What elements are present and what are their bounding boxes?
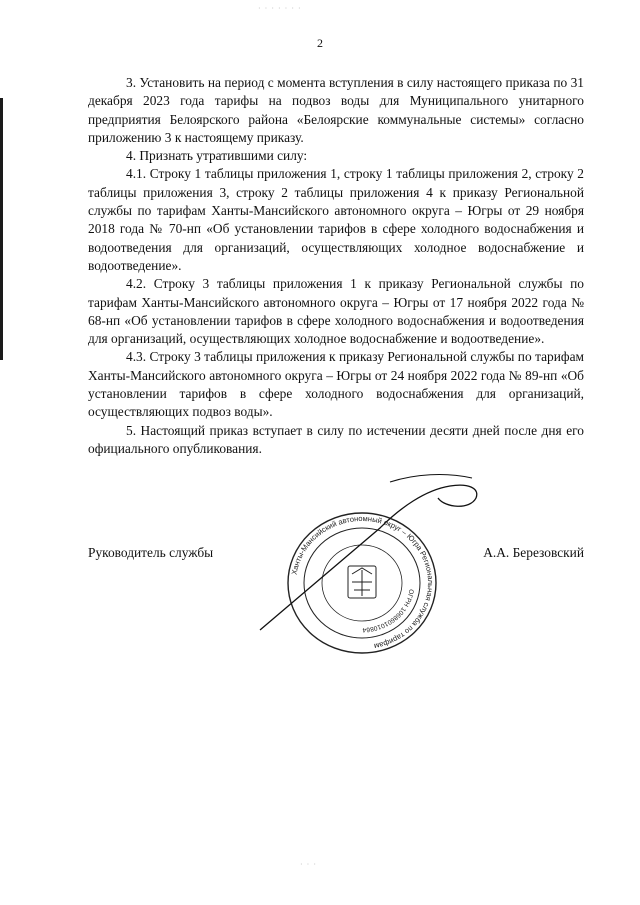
paragraph-4-3: 4.3. Строку 3 таблицы приложения к приказу Региональной службы по тарифам Ханты-Мансийского автономного округа – Югры от 24 ноября 2022 года № 89-нп «Об установлении тарифов в сфере холодного водоснабжения для организаций, осуществляющих подвоз воды».: [88, 349, 584, 420]
paragraph-3: 3. Установить на период с момента вступления в силу настоящего приказа по 31 декабря 2023 года тарифы на подвоз воды для Муниципального унитарного предприятия Белоярского района «Белоярские коммунальные системы» согласно приложению 3 к настоящему приказу.: [88, 75, 584, 145]
paragraph-4: 4. Признать утратившими силу:: [126, 148, 308, 164]
scan-noise-bottom: · · ·: [300, 860, 317, 869]
seal-inner-textpath: ОГРН 1068601010864: [362, 588, 415, 634]
page-number: 2: [317, 36, 323, 50]
handwritten-signature: [240, 468, 500, 638]
signer-name: А.А. Березовский: [483, 545, 584, 560]
signer-position: Руководитель службы: [88, 545, 214, 560]
scan-noise: · · · · · · ·: [258, 4, 302, 13]
seal-outer-textpath: Ханты-Мансийский автономный округ – Югра Региональная служба по тарифам: [289, 513, 436, 651]
paragraph-5: 5. Настоящий приказ вступает в силу по истечении десяти дней после дня его официального опубликования.: [88, 422, 584, 456]
scan-margin-bar: [0, 98, 3, 360]
paragraph-4-1: 4.1. Строку 1 таблицы приложения 1, строку 1 таблицы приложения 2, строку 2 таблицы приложения 3, строку 2 таблицы приложения 4 к приказу Региональной службы по тарифам Ханты-Мансийского автономного округа – Югры от 29 ноября 2018 года № 70-нп «Об установлении тарифов в сфере холодного водоснабжения и водоотведения для организаций, осуществляющих холодное водоснабжение и водоотведение».: [88, 166, 584, 273]
paragraph-4-2: 4.2. Строку 3 таблицы приложения 1 к приказу Региональной службы по тарифам Ханты-Мансийского автономного округа – Югры от 17 ноября 2022 года № 68-нп «Об установлении тарифов в сфере холодного водоснабжения и водоотведения для организаций, осуществляющих холодное водоснабжение и водоотведение».: [88, 276, 584, 347]
document-body: [88, 74, 584, 458]
